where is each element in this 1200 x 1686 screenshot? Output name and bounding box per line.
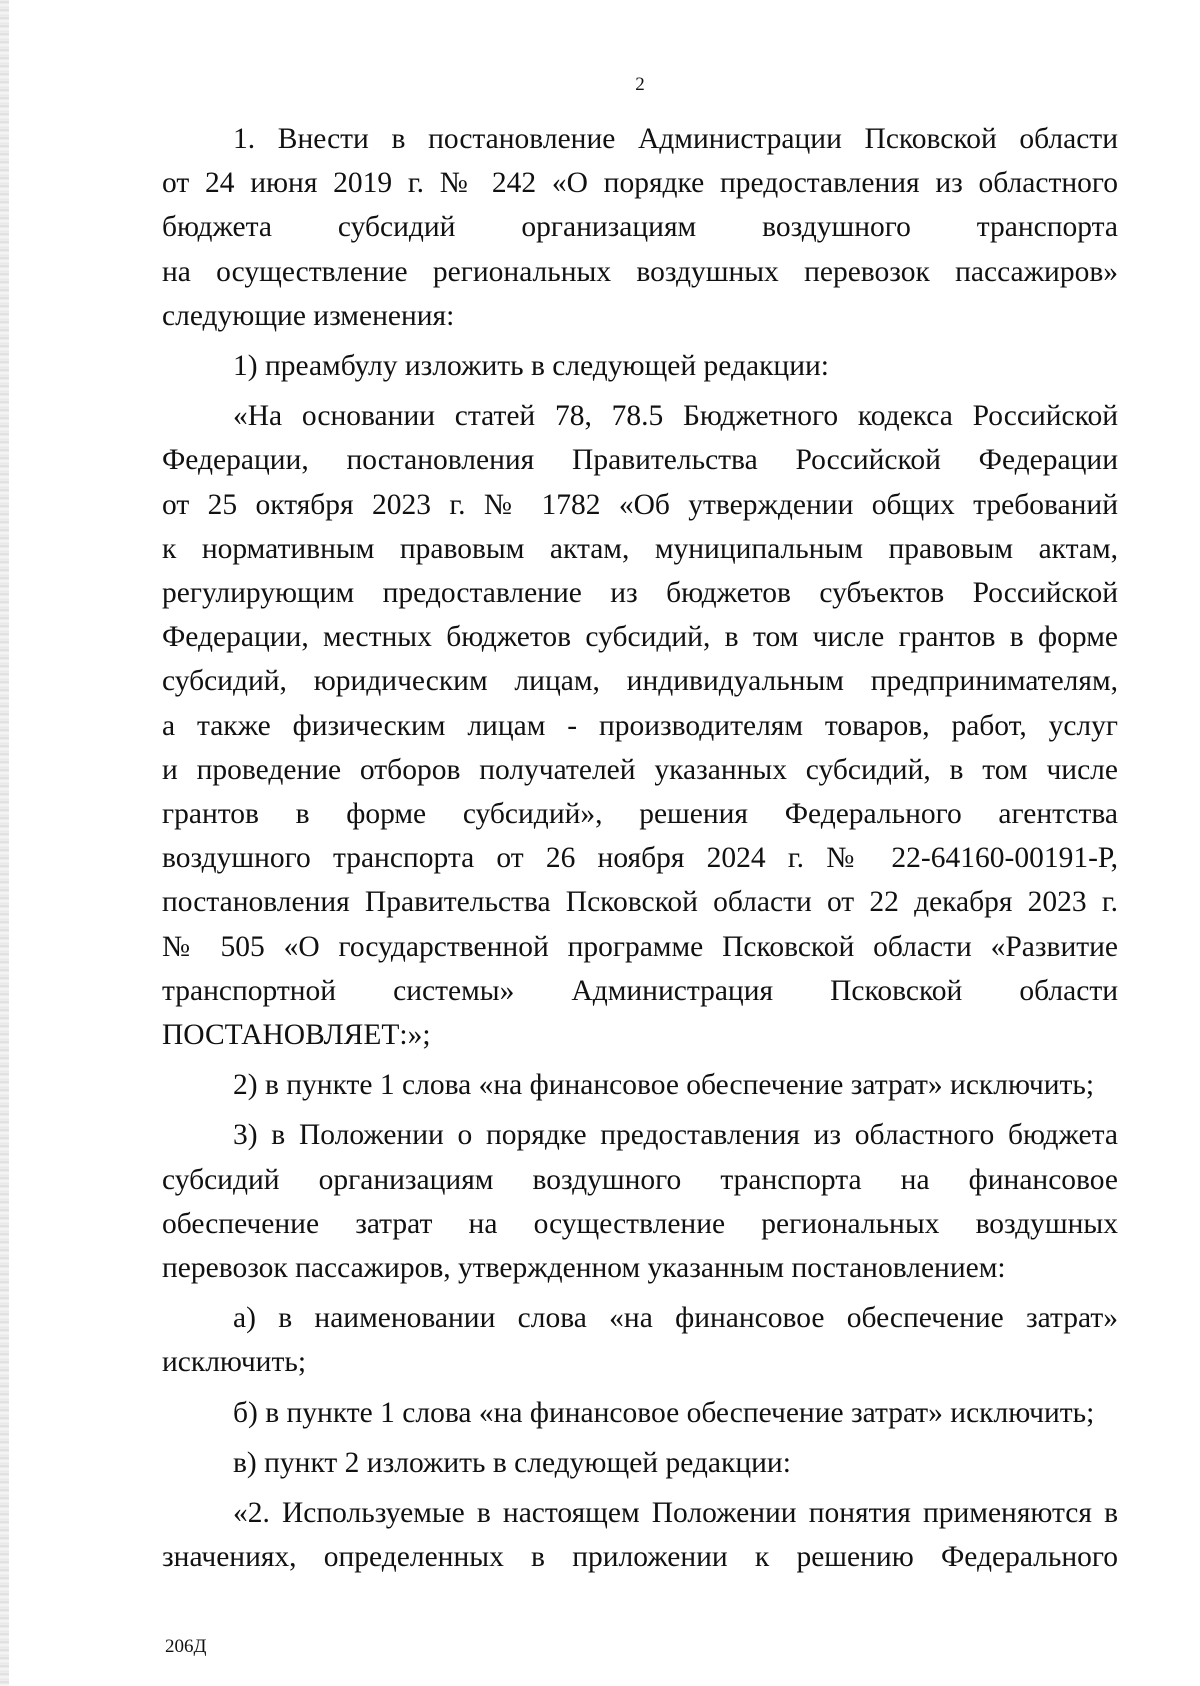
text-line: следующие изменения:	[162, 299, 455, 332]
text-line: 1) преамбулу изложить в следующей редакции:	[233, 350, 829, 383]
paragraph-6	[162, 1296, 1118, 1384]
text-line: к нормативным правовым актам, муниципальным правовым актам,	[162, 532, 1118, 565]
text-line: субсидий организациям воздушного транспорта на финансовое	[162, 1163, 1118, 1196]
text-line: Федерации, постановления Правительства Российской Федерации	[162, 444, 1118, 477]
text-line: 3) в Положении о порядке предоставления из областного бюджета	[233, 1119, 1118, 1152]
text-line: транспортной системы» Администрация Псковской области	[162, 974, 1118, 1007]
text-line: 1. Внести в постановление Администрации Псковской области	[233, 123, 1118, 155]
paragraph-3	[162, 394, 1118, 1057]
text-line: обеспечение затрат на осуществление региональных воздушных	[162, 1207, 1118, 1240]
paragraph-1	[162, 117, 1118, 338]
text-line: б) в пункте 1 слова «на финансовое обеспечение затрат» исключить;	[233, 1396, 1095, 1429]
text-line: а также физическим лицам - производителям товаров, работ, услуг	[162, 709, 1118, 742]
scan-edge	[0, 0, 9, 1686]
text-line: и проведение отборов получателей указанных субсидий, в том числе	[162, 753, 1118, 786]
paragraph-5	[162, 1113, 1118, 1290]
paragraph-7	[162, 1391, 1118, 1435]
text-line: ПОСТАНОВЛЯЕТ:»;	[162, 1019, 431, 1052]
paragraph-9	[162, 1491, 1118, 1579]
text-line: значениях, определенных в приложении к решению Федерального	[162, 1541, 1118, 1574]
text-line: № 505 «О государственной программе Псковской области «Развитие	[162, 930, 1118, 963]
text-line: бюджета субсидий организациям воздушного транспорта	[162, 211, 1118, 244]
text-line: на осуществление региональных воздушных перевозок пассажиров»	[162, 255, 1118, 288]
paragraph-2	[162, 344, 1118, 388]
document-body	[162, 117, 1118, 1586]
text-line: а) в наименовании слова «на финансовое обеспечение затрат»	[233, 1302, 1118, 1335]
text-line: «На основании статей 78, 78.5 Бюджетного кодекса Российской	[233, 400, 1118, 433]
text-line: грантов в форме субсидий», решения Федерального агентства	[162, 798, 1118, 831]
text-line: постановления Правительства Псковской области от 22 декабря 2023 г.	[162, 886, 1118, 919]
text-line: субсидий, юридическим лицам, индивидуальным предпринимателям,	[162, 665, 1118, 698]
paragraph-4	[162, 1063, 1118, 1107]
footer-document-code: 206Д	[165, 1636, 207, 1657]
text-line: исключить;	[162, 1346, 307, 1379]
paragraph-8	[162, 1441, 1118, 1485]
text-line: 2) в пункте 1 слова «на финансовое обеспечение затрат» исключить;	[233, 1069, 1095, 1102]
text-line: от 24 июня 2019 г. № 242 «О порядке предоставления из областного	[162, 167, 1118, 200]
text-line: воздушного транспорта от 26 ноября 2024 г. № 22-64160-00191-Р,	[162, 842, 1118, 875]
text-line: от 25 октября 2023 г. № 1782 «Об утверждении общих требований	[162, 488, 1118, 521]
text-line: перевозок пассажиров, утвержденном указанным постановлением:	[162, 1252, 1006, 1285]
text-line: Федерации, местных бюджетов субсидий, в том числе грантов в форме	[162, 621, 1118, 654]
page-number: 2	[635, 74, 645, 95]
text-line: «2. Используемые в настоящем Положении понятия применяются в	[233, 1497, 1118, 1530]
text-line: в) пункт 2 изложить в следующей редакции:	[233, 1446, 791, 1479]
text-line: регулирующим предоставление из бюджетов субъектов Российской	[162, 577, 1118, 610]
